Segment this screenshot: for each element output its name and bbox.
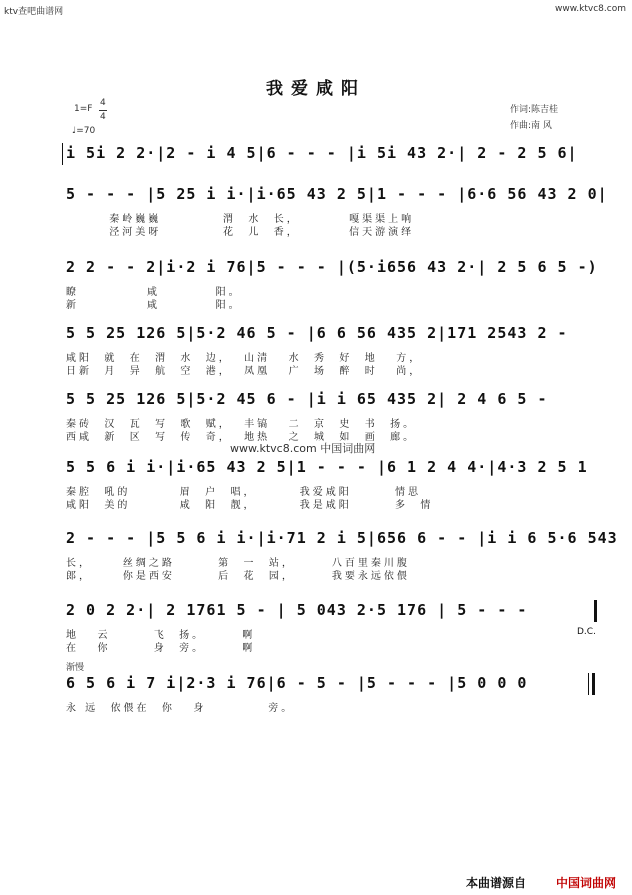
lyric-verse-1: 长， 丝绸之路 第 一 站， 八百里秦川腹 <box>66 558 410 569</box>
notes: 2 0 2 2·| 2 1761 5 - | 5 043 2·5 176 | 5 - - - <box>66 601 538 619</box>
lyric-verse-1: 秦岭巍巍 渭 水 长， 嘎渠渠上响 <box>66 214 415 225</box>
score-line-9 <box>0 672 632 782</box>
lyric-verse-2: 日新 月 异 航 空 港， 凤凰 广 场 醉 时 尚， <box>66 366 423 377</box>
site-name-left: ktv查吧曲谱网 <box>4 7 64 17</box>
notes: 5 5 25 126 5|5·2 45 6 - |i i 65 435 2| 2 4 6 5 - <box>66 390 558 408</box>
ritardando-mark: 渐慢 <box>66 663 85 673</box>
lyric-verse-2: 在 你 身 旁。 啊 <box>66 643 256 654</box>
site-name-right: www.ktvc8.com <box>555 4 626 14</box>
time-signature-divider <box>99 110 107 111</box>
notes: i 5i 2 2·|2 - i 4 5|6 - - - |i 5i 43 2·| 2 - 2 5 6| <box>66 144 578 162</box>
key-signature: 1=F <box>74 104 93 114</box>
lyric-verse-1: 地 云 飞 扬。 啊 <box>66 630 256 641</box>
notes: 6 5 6 i 7 i|2·3 i 76|6 - 5 - |5 - - - |5 0 0 0 <box>66 674 528 692</box>
final-barline-thick <box>592 673 595 695</box>
footer-site-name: 中国词曲网 <box>556 876 617 890</box>
watermark: www.ktvc8.com 中国词曲网 <box>230 442 376 455</box>
lyric-verse-2: 新 咸 阳。 <box>66 300 242 311</box>
repeat-end-barline <box>594 600 597 622</box>
notes: 2 2 - - 2|i·2 i 76|5 - - - |(5·i656 43 2·| 2 5 6 5 -) <box>66 258 598 276</box>
notes: 5 - - - |5 25 i i·|i·65 43 2 5|1 - - - |6·6 56 43 2 0| <box>66 185 608 203</box>
lyric-verse-1: 咸阳 就 在 渭 水 边， 山清 水 秀 好 地 方， <box>66 353 423 364</box>
tempo-marking: ♩=70 <box>72 126 96 136</box>
final-barline-thin <box>588 673 589 695</box>
lyric-verse-1: 秦砖 汉 瓦 写 歌 赋， 丰镐 二 京 史 书 扬。 <box>66 419 417 430</box>
start-barline <box>62 143 63 165</box>
lyric-verse-2: 郎， 你是西安 后 花 园， 我要永远依偎 <box>66 571 410 582</box>
lyric-verse-2: 咸阳 美的 咸 阳 靓， 我是咸阳 多 情 <box>66 500 434 511</box>
song-title: 我爱咸阳 <box>266 79 366 99</box>
lyric-verse-1: 秦腔 吼的 眉 户 唱， 我爱咸阳 情思 <box>66 487 422 498</box>
lyric-verse-1: 瞭 咸 阳。 <box>66 287 242 298</box>
notes: 2 - - - |5 5 6 i i·|i·71 2 i 5|656 6 - - |i i 6 5·6 543 <box>66 529 618 547</box>
lyricist-credit: 作词:陈吉桂 <box>510 105 559 115</box>
lyric-verse-2: 泾河美呀 花 儿 香， 信天游演绎 <box>66 227 415 238</box>
notes: 5 5 6 i i·|i·65 43 2 5|1 - - - |6 1 2 4 4·|4·3 2 5 1 <box>66 458 588 476</box>
time-signature-top: 4 <box>100 98 106 108</box>
lyric-verse-2: 西咸 新 区 写 传 奇， 地热 之 城 如 画 廊。 <box>66 432 417 443</box>
footer-source-label: 本曲谱源自 <box>466 876 527 890</box>
notes: 5 5 25 126 5|5·2 46 5 - |6 6 56 435 2|171 2543 2 - <box>66 324 578 342</box>
composer-credit: 作曲:南 风 <box>510 121 552 131</box>
da-capo-mark: D.C. <box>577 627 596 637</box>
lyric-verse-1: 永 远 依偎在 你 身 旁。 <box>66 703 295 714</box>
time-signature-bottom: 4 <box>100 112 106 122</box>
